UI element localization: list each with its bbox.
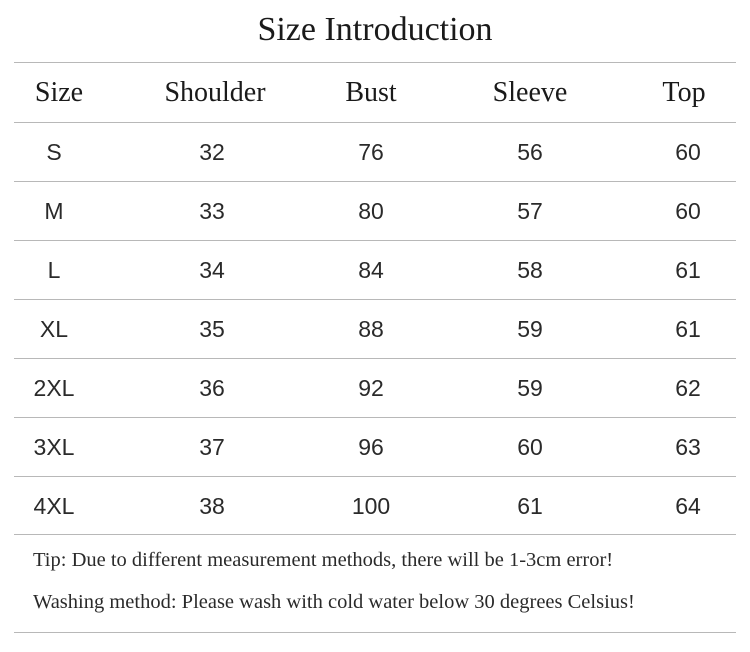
- bust-cell: 84: [358, 256, 384, 283]
- shoulder-cell: 37: [199, 433, 225, 460]
- bust-cell: 76: [358, 138, 384, 165]
- top-cell: 61: [675, 315, 701, 342]
- sleeve-cell: 58: [517, 256, 543, 283]
- bust-cell: 80: [358, 197, 384, 224]
- shoulder-cell: 34: [199, 256, 225, 283]
- sleeve-cell: 59: [517, 315, 543, 342]
- header-top: Top: [662, 76, 706, 108]
- bust-cell: 100: [351, 492, 391, 519]
- table-row: [14, 358, 736, 417]
- tip-note: Tip: Due to different measurement methods, there will be 1-3cm error!: [33, 549, 614, 571]
- shoulder-cell: 38: [199, 492, 225, 519]
- sleeve-cell: 60: [517, 433, 543, 460]
- size-cell: S: [46, 138, 62, 165]
- table-row: [14, 476, 736, 535]
- top-cell: 62: [675, 374, 701, 401]
- size-cell: 3XL: [33, 433, 75, 460]
- shoulder-cell: 36: [199, 374, 225, 401]
- sleeve-cell: 57: [517, 197, 543, 224]
- table-row: [14, 417, 736, 476]
- sleeve-cell: 56: [517, 138, 543, 165]
- bust-cell: 88: [358, 315, 384, 342]
- washing-note: Washing method: Please wash with cold water below 30 degrees Celsius!: [33, 591, 635, 613]
- top-cell: 63: [675, 433, 701, 460]
- header-sleeve: Sleeve: [492, 76, 568, 108]
- top-cell: 61: [675, 256, 701, 283]
- top-cell: 60: [675, 197, 701, 224]
- table-row: [14, 299, 736, 358]
- header-size: Size: [34, 76, 84, 108]
- size-cell: 4XL: [33, 492, 75, 519]
- notes-section: [14, 534, 736, 633]
- bust-cell: 96: [358, 433, 384, 460]
- shoulder-cell: 35: [199, 315, 225, 342]
- sleeve-cell: 61: [517, 492, 543, 519]
- table-row: [14, 122, 736, 181]
- shoulder-cell: 33: [199, 197, 225, 224]
- size-table: [14, 62, 736, 535]
- size-cell: XL: [39, 315, 69, 342]
- header-shoulder: Shoulder: [164, 76, 266, 108]
- table-row: [14, 240, 736, 299]
- size-cell: M: [44, 197, 64, 224]
- table-header-row: [14, 62, 736, 122]
- top-cell: 60: [675, 138, 701, 165]
- size-cell: L: [47, 256, 61, 283]
- page-title: Size Introduction: [257, 11, 493, 48]
- table-row: [14, 181, 736, 240]
- size-cell: 2XL: [33, 374, 75, 401]
- header-bust: Bust: [345, 76, 397, 108]
- sleeve-cell: 59: [517, 374, 543, 401]
- shoulder-cell: 32: [199, 138, 225, 165]
- bust-cell: 92: [358, 374, 384, 401]
- top-cell: 64: [675, 492, 701, 519]
